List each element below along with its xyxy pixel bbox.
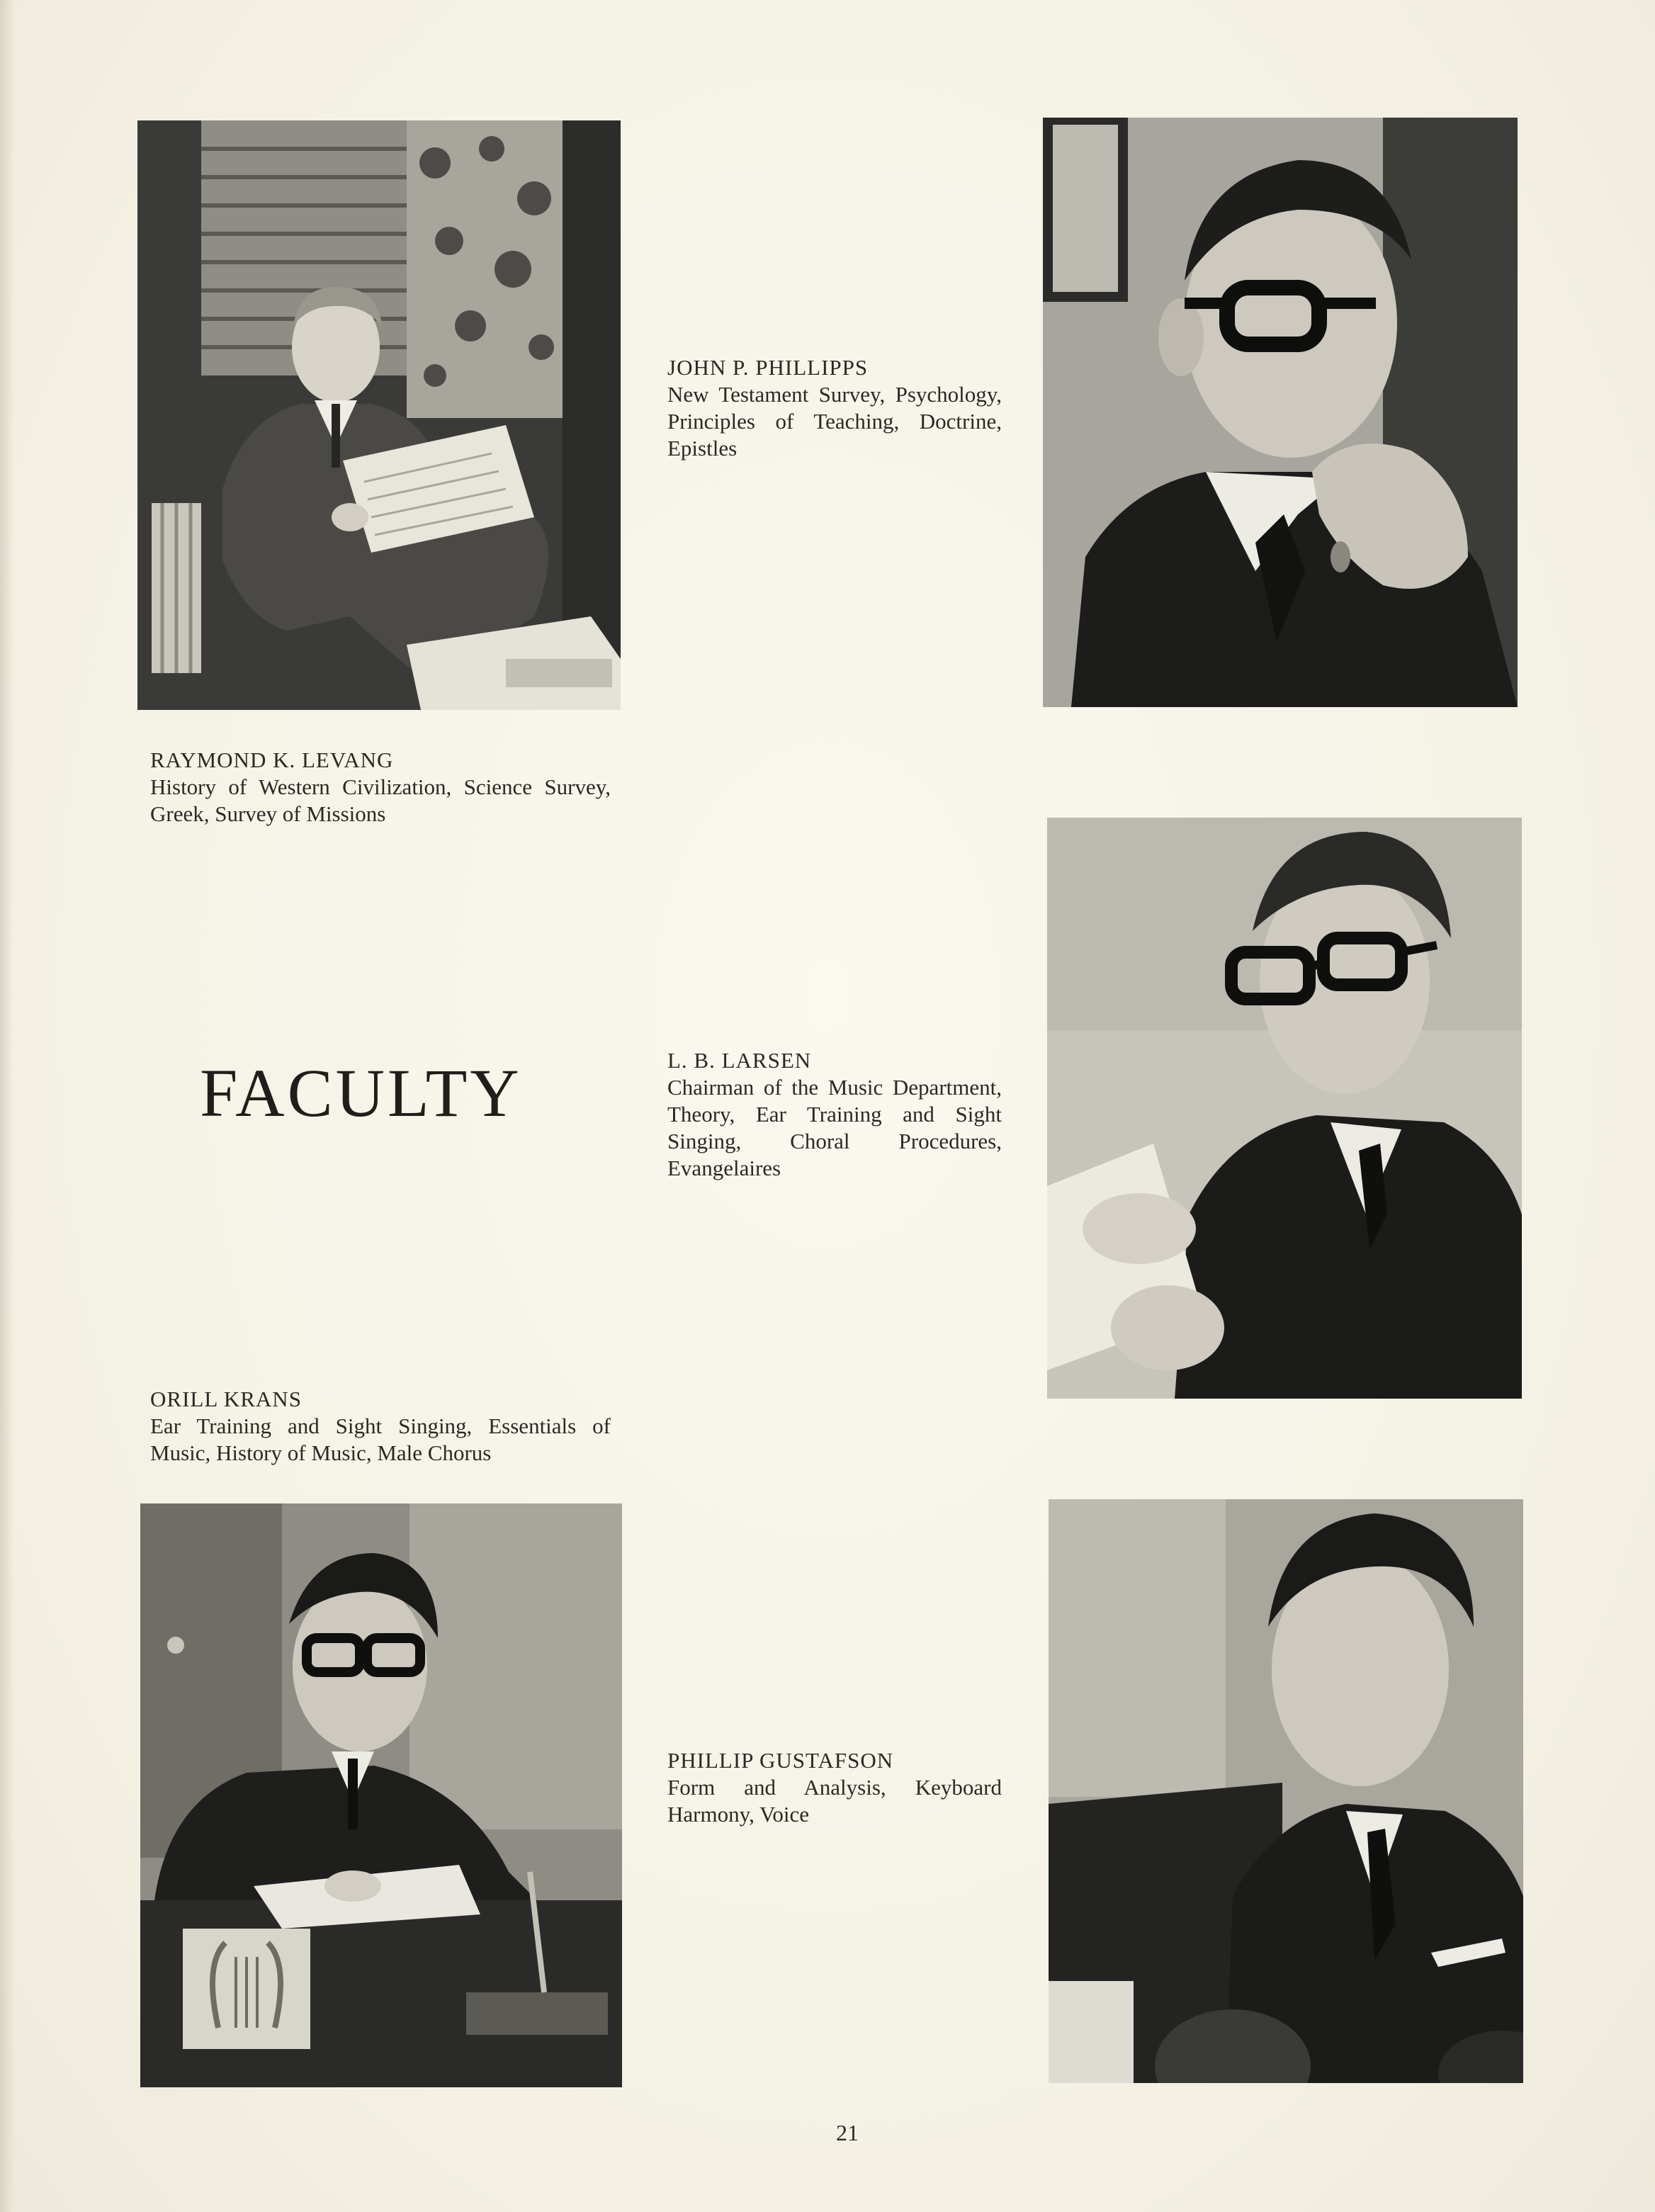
faculty-name: L. B. LARSEN	[667, 1048, 812, 1073]
photo-raymond-levang	[137, 120, 621, 710]
faculty-subjects: History of Western Civilization, Science Survey, Greek, Survey of Missions	[150, 774, 611, 826]
faculty-name: JOHN P. PHILLIPPS	[667, 355, 869, 380]
caption-john-phillipps	[667, 354, 1002, 462]
faculty-subjects: Ear Training and Sight Singing, Essentials of Music, History of Music, Male Chorus	[150, 1413, 611, 1465]
faculty-subjects: Form and Analysis, Keyboard Harmony, Voice	[667, 1775, 1002, 1827]
page-number: 21	[836, 2120, 859, 2145]
photo-john-phillipps	[1043, 118, 1518, 707]
page-edge-shadow	[0, 0, 14, 2212]
caption-lb-larsen	[667, 1047, 1002, 1182]
caption-raymond-levang	[150, 747, 611, 828]
faculty-name: PHILLIP GUSTAFSON	[667, 1748, 894, 1773]
photo-phillip-gustafson	[1049, 1499, 1523, 2083]
page-title: FACULTY	[200, 1055, 522, 1131]
faculty-subjects: Chairman of the Music Department, Theory, Ear Training and Sight Singing, Choral Procedures, Evangelaires	[667, 1075, 1002, 1180]
caption-phillip-gustafson	[667, 1747, 1002, 1828]
caption-orill-krans	[150, 1386, 611, 1467]
faculty-subjects: New Testament Survey, Psychology, Principles of Teaching, Doctrine, Epistles	[667, 382, 1002, 461]
faculty-name: RAYMOND K. LEVANG	[150, 747, 394, 772]
photo-orill-krans	[140, 1503, 622, 2087]
photo-lb-larsen	[1047, 818, 1522, 1399]
faculty-name: ORILL KRANS	[150, 1387, 302, 1411]
